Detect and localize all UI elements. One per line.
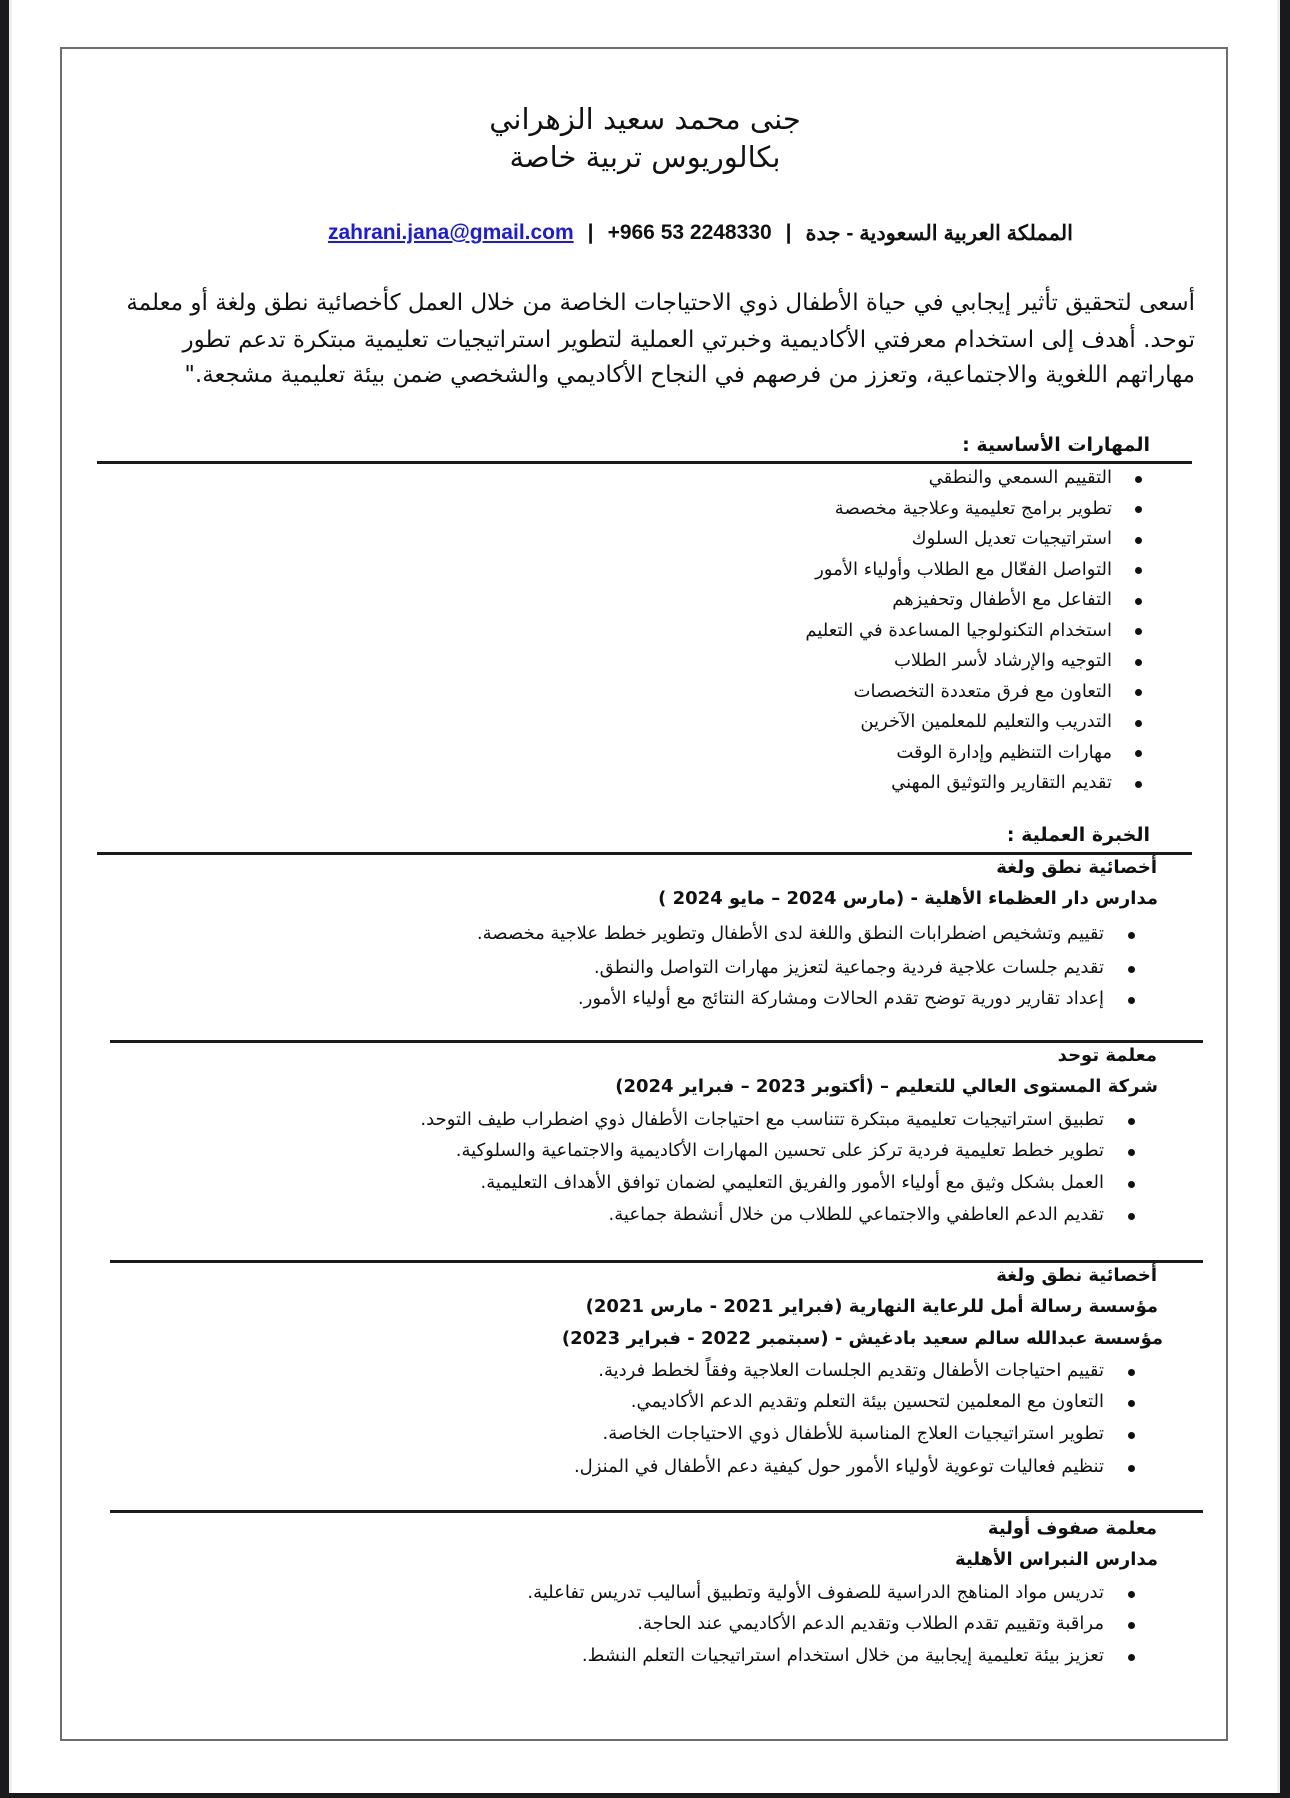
viewer-bottom-edge (0, 1793, 1290, 1798)
bullet-icon (1135, 781, 1142, 788)
bullet-icon (1135, 689, 1142, 696)
bullet-icon (1128, 1213, 1135, 1220)
job-title: معلمة توحد (1057, 1045, 1157, 1066)
skill-item: استراتيجيات تعديل السلوك (911, 528, 1112, 549)
experience-section-title: الخبرة العملية : (1006, 824, 1150, 846)
job-title: معلمة صفوف أولية (987, 1518, 1157, 1539)
skill-item: التواصل الفعّال مع الطلاب وأولياء الأمور (815, 558, 1112, 580)
bullet-icon (1128, 1400, 1135, 1407)
viewer-left-shade (9, 0, 12, 1798)
bullet-icon (1135, 567, 1142, 574)
skill-item: التوجيه والإرشاد لأسر الطلاب (893, 650, 1112, 671)
bullet-icon (1128, 1149, 1135, 1156)
job-bullet-item: تقديم الدعم العاطفي والاجتماعي للطلاب من خلال أنشطة جماعية. (608, 1204, 1104, 1225)
skill-item: تقديم التقارير والتوثيق المهني (891, 772, 1112, 793)
contact-row (328, 218, 1073, 248)
bullet-icon (1128, 1465, 1135, 1472)
job-company: شركة المستوى العالي للتعليم – (أكتوبر 2023 – فبراير 2024) (615, 1076, 1158, 1097)
bullet-icon (1135, 506, 1142, 513)
summary-line: توحد. أهدف إلى استخدام معرفتي الأكاديمية وخبرتي العملية لتطوير استراتيجيات تعليمية مبتكرة تدعم تطور (182, 327, 1195, 353)
candidate-degree: بكالوريوس تربية خاصة (509, 140, 781, 174)
job-company: مدارس دار العظماء الأهلية - (مارس 2024 – مايو 2024 ) (658, 888, 1158, 909)
bullet-icon (1128, 1654, 1135, 1661)
job-bullet-item: تطبيق استراتيجيات تعليمية مبتكرة تتناسب مع احتياجات الأطفال ذوي اضطراب طيف التوحد. (420, 1109, 1104, 1130)
job-bullet-item: التعاون مع المعلمين لتحسين بيئة التعلم وتقديم الدعم الأكاديمي. (630, 1391, 1104, 1412)
bullet-icon (1128, 1622, 1135, 1629)
job-bullet-item: تعزيز بيئة تعليمية إيجابية من خلال استخدام استراتيجيات التعلم النشط. (581, 1645, 1104, 1666)
job-title: أخصائية نطق ولغة (996, 857, 1157, 878)
job-bullet-item: تقييم وتشخيص اضطرابات النطق واللغة لدى الأطفال وتطوير خطط علاجية مخصصة. (476, 923, 1104, 944)
job-bullet-item: تدريس مواد المناهج الدراسية للصفوف الأولية وتطبيق أساليب تدريس تفاعلية. (527, 1582, 1104, 1603)
job-bullet-item: إعداد تقارير دورية توضح تقدم الحالات ومشاركة النتائج مع أولياء الأمور. (577, 988, 1104, 1009)
bullet-icon (1135, 476, 1142, 483)
skill-item: استخدام التكنولوجيا المساعدة في التعليم (805, 619, 1112, 641)
viewer-left-edge (0, 0, 9, 1798)
job-title: أخصائية نطق ولغة (996, 1265, 1157, 1286)
job-bullet-item: تطوير استراتيجيات العلاج المناسبة للأطفال ذوي الاحتياجات الخاصة. (602, 1423, 1104, 1444)
candidate-name: جنى محمد سعيد الزهراني (489, 102, 801, 136)
job-company: مؤسسة رسالة أمل للرعاية النهارية (فبراير 2021 - مارس 2021) (585, 1296, 1158, 1317)
job-company: مؤسسة عبدالله سالم سعيد بادغيش - (سبتمبر 2022 - فبراير 2023) (561, 1328, 1163, 1349)
skill-item: التفاعل مع الأطفال وتحفيزهم (892, 589, 1112, 610)
bullet-icon (1128, 1181, 1135, 1188)
bullet-icon (1135, 537, 1142, 544)
bullet-icon (1135, 628, 1142, 635)
bullet-icon (1128, 932, 1135, 939)
viewer-right-edge (1280, 0, 1290, 1798)
job-bullet-item: العمل بشكل وثيق مع أولياء الأمور والفريق التعليمي لضمان توافق الأهداف التعليمية. (480, 1172, 1104, 1193)
skill-item: تطوير برامج تعليمية وعلاجية مخصصة (834, 497, 1112, 519)
contact-separator: | (785, 221, 792, 244)
bullet-icon (1135, 720, 1142, 727)
job-company: مدارس النبراس الأهلية (955, 1549, 1158, 1570)
contact-email-link[interactable]: zahrani.jana@gmail.com (327, 221, 574, 244)
job-bullet-item: مراقبة وتقييم تقدم الطلاب وتقديم الدعم الأكاديمي عند الحاجة. (637, 1613, 1104, 1634)
job-divider (110, 1510, 1203, 1513)
contact-location: المملكة العربية السعودية - جدة (805, 221, 1073, 245)
skill-item: التعاون مع فرق متعددة التخصصات (853, 680, 1112, 702)
summary-line: مهاراتهم اللغوية والاجتماعية، وتعزز من فرصهم في النجاح الأكاديمي والشخصي ضمن بيئة تعليمية مشجعة." (184, 362, 1195, 388)
job-divider (110, 1040, 1203, 1043)
summary-line: أسعى لتحقيق تأثير إيجابي في حياة الأطفال ذوي الاحتياجات الخاصة من خلال العمل كأخصائية نطق ولغة أو معلمة (126, 290, 1195, 316)
skill-item: مهارات التنظيم وإدارة الوقت (896, 741, 1112, 763)
job-bullet-item: تقديم جلسات علاجية فردية وجماعية لتعزيز مهارات التواصل والنطق. (593, 957, 1104, 978)
bullet-icon (1128, 1118, 1135, 1125)
skill-item: التقييم السمعي والنطقي (928, 467, 1112, 488)
skills-section-title: المهارات الأساسية : (962, 434, 1150, 456)
bullet-icon (1128, 997, 1135, 1004)
bullet-icon (1135, 598, 1142, 605)
skills-divider (97, 461, 1192, 464)
contact-separator: | (587, 221, 594, 244)
bullet-icon (1128, 1369, 1135, 1376)
skill-item: التدريب والتعليم للمعلمين الآخرين (860, 711, 1112, 732)
job-bullet-item: تقييم احتياجات الأطفال وتقديم الجلسات العلاجية وفقاً لخطط فردية. (598, 1360, 1104, 1381)
bullet-icon (1135, 659, 1142, 666)
bullet-icon (1128, 1432, 1135, 1439)
contact-phone: +966 53 2248330 (607, 221, 772, 244)
bullet-icon (1135, 750, 1142, 757)
job-bullet-item: تطوير خطط تعليمية فردية تركز على تحسين المهارات الأكاديمية والاجتماعية والسلوكية. (455, 1140, 1104, 1161)
bullet-icon (1128, 966, 1135, 973)
bullet-icon (1128, 1591, 1135, 1598)
job-bullet-item: تنظيم فعاليات توعوية لأولياء الأمور حول كيفية دعم الأطفال في المنزل. (573, 1456, 1104, 1477)
